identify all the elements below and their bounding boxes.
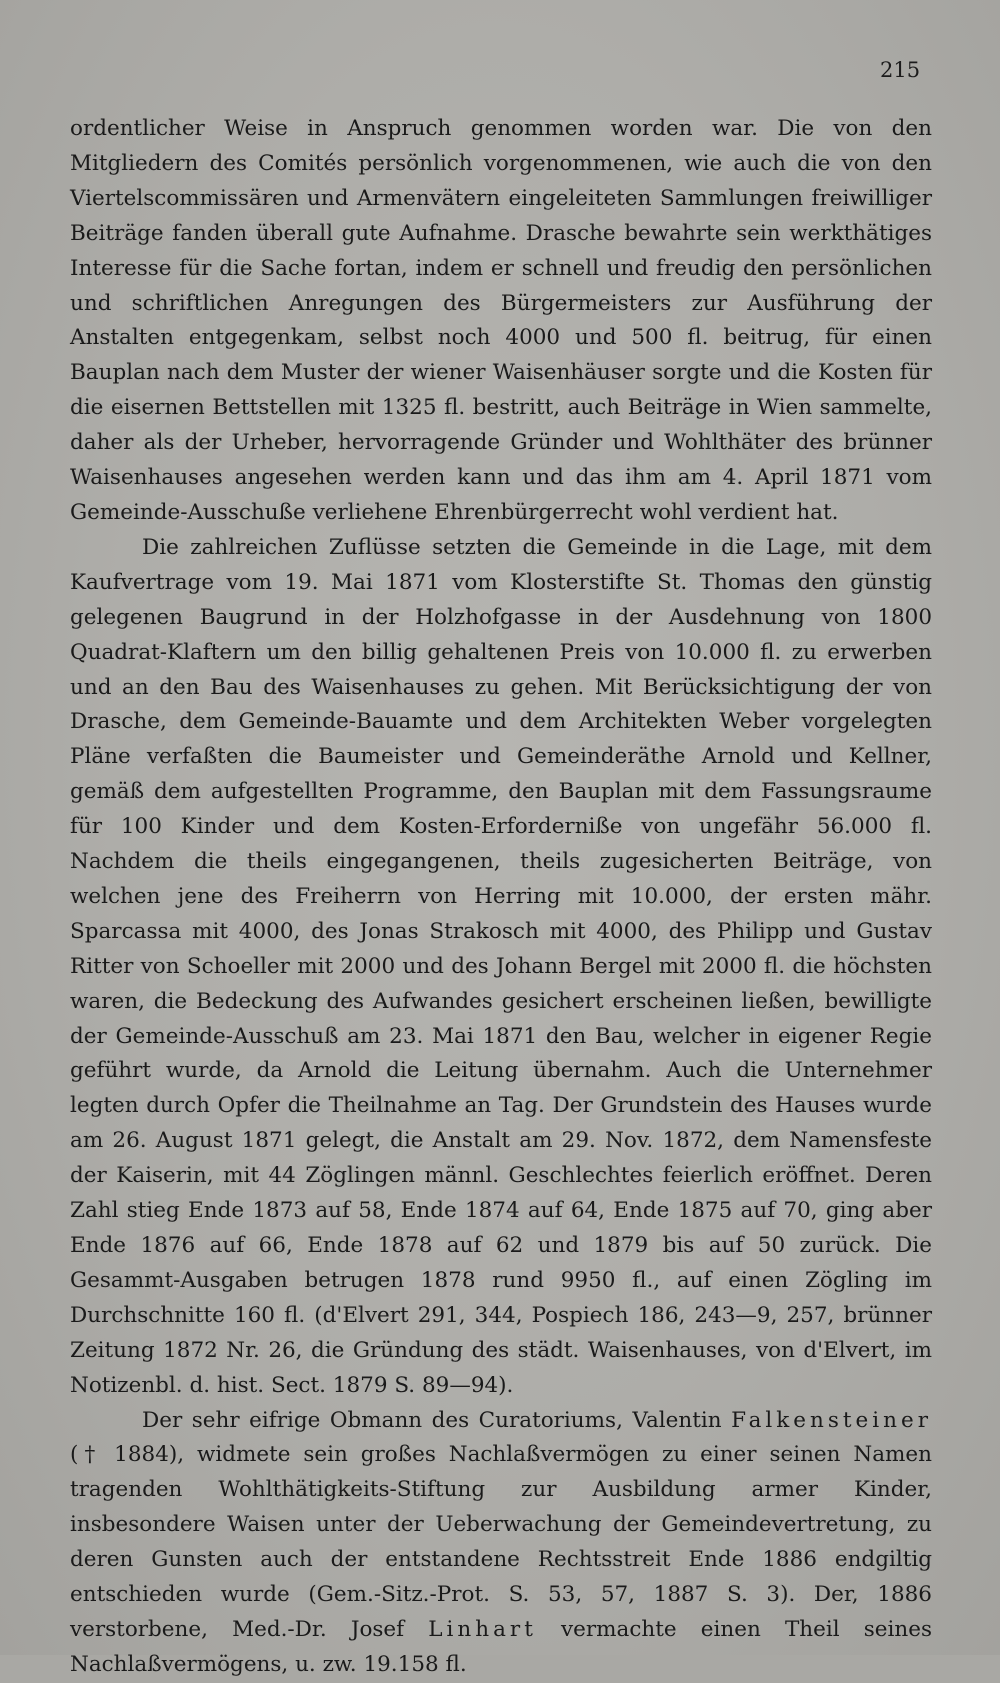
paragraph-2: Die zahlreichen Zuflüsse setzten die Gemeinde in die Lage, mit dem Kaufvertrage vom 19. Mai 1871 vom Klosterstifte St. Thomas den günstig gelegenen Baugrund in der Holzhofgasse in der Ausdehnung von 1800 Quadrat-Klaftern um den billig gehaltenen Preis von 10.000 fl. zu erwerben und an den Bau des Waisenhauses zu gehen. Mit Berücksichtigung der von Drasche, dem Gemeinde-Bauamte und dem Architekten Weber vorgelegten Pläne verfaßten die Baumeister und Gemeinderäthe Arnold und Kellner, gemäß dem aufgestellten Programme, den Bauplan mit dem Fassungsraume für 100 Kinder und dem Kosten-Erforderniße von ungefähr 56.000 fl. Nachdem die theils eingegangenen, theils zugesicherten Beiträge, von welchen jene des Freiherrn von Herring mit 10.000, der ersten mähr. Sparcassa mit 4000, des Jonas Strakosch mit 4000, des Philipp und Gustav Ritter von Schoeller mit 2000 und des Johann Bergel mit 2000 fl. die höchsten waren, die Bedeckung des Aufwandes gesichert erscheinen ließen, bewilligte der Gemeinde-Ausschuß am 23. Mai 1871 den Bau, welcher in eigener Regie geführt wurde, da Arnold die Leitung übernahm. Auch die Unternehmer legten durch Opfer die Theilnahme an Tag. Der Grundstein des Hauses wurde am 26. August 1871 gelegt, die Anstalt am 29. Nov. 1872, dem Namensfeste der Kaiserin, mit 44 Zöglingen männl. Geschlechtes feierlich eröffnet. Deren Zahl stieg Ende 1873 auf 58, Ende 1874 auf 64, Ende 1875 auf 70, ging aber Ende 1876 auf 66, Ende 1878 auf 62 und 1879 bis auf 50 zurück. Die Gesammt-Ausgaben betrugen 1878 rund 9950 fl., auf einen Zögling im Durchschnitte 160 fl. (d'Elvert 291, 344, Pospiech 186, 243—9, 257, brünner Zeitung 1872 Nr. 26, die Gründung des städt. Waisenhauses, von d'Elvert, im Notizenbl. d. hist. Sect. 1879 S. 89—94).: [70, 534, 932, 1398]
page-number: 215: [880, 58, 921, 82]
paragraph-3-text-end: vermachte einen Theil seines Nachlaßvermögens, u. zw. 19.158 fl.: [70, 1616, 932, 1677]
spaced-name-falkensteiner: Falkensteiner: [731, 1407, 932, 1433]
paragraph-3-text-before: Der sehr eifrige Obmann des Curatoriums, Valentin: [142, 1407, 732, 1433]
paragraph-3: [70, 1404, 932, 1683]
body-text: [70, 112, 932, 1683]
paragraph-3-text-after: († 1884), widmete sein großes Nachlaßvermögen zu einer seinen Namen tragenden Wohlthätigkeits-Stiftung zur Ausbildung armer Kinder, insbesondere Waisen unter der Ueberwachung der Gemeindevertretung, zu deren Gunsten auch der entstandene Rechtsstreit Ende 1886 endgiltig entschieden wurde (Gem.-Sitz.-Prot. S. 53, 57, 1887 S. 3). Der, 1886 verstorbene, Med.-Dr. Josef: [70, 1442, 932, 1642]
paragraph-1: ordentlicher Weise in Anspruch genommen worden war. Die von den Mitgliedern des Comités persönlich vorgenommenen, wie auch die von den Viertelscommissären und Armenvätern eingeleiteten Sammlungen freiwilliger Beiträge fanden überall gute Aufnahme. Drasche bewahrte sein werkthätiges Interesse für die Sache fortan, indem er schnell und freudig den persönlichen und schriftlichen Anregungen des Bürgermeisters zur Ausführung der Anstalten entgegenkam, selbst noch 4000 und 500 fl. beitrug, für einen Bauplan nach dem Muster der wiener Waisenhäuser sorgte und die Kosten für die eisernen Bettstellen mit 1325 fl. bestritt, auch Beiträge in Wien sammelte, daher als der Urheber, hervorragende Gründer und Wohlthäter des brünner Waisenhauses angesehen werden kann und das ihm am 4. April 1871 vom Gemeinde-Ausschuße verliehene Ehrenbürgerrecht wohl verdient hat.: [70, 116, 932, 525]
spaced-name-linhart: Linhart: [428, 1616, 537, 1642]
